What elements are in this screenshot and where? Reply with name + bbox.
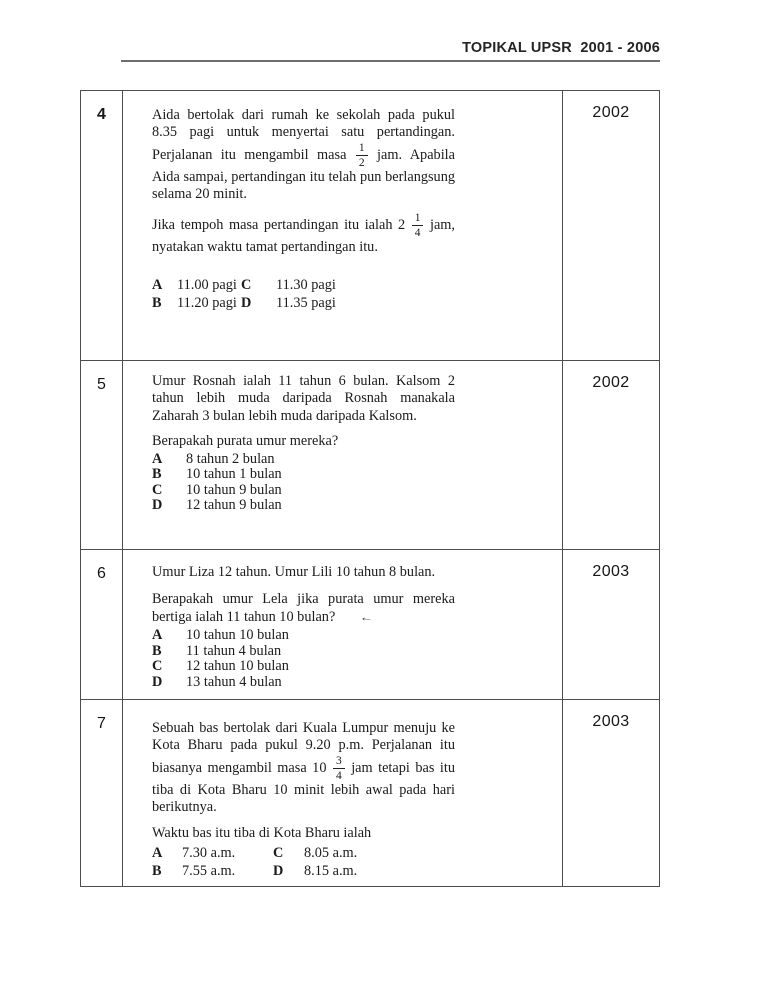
question-year: 2002 <box>592 374 630 391</box>
option-label: A <box>152 845 163 862</box>
option-text: 10 tahun 9 bulan <box>186 481 282 498</box>
question-number: 6 <box>97 565 106 582</box>
stray-pen-mark: ← <box>359 611 375 625</box>
option-text: 7.55 a.m. <box>182 863 236 880</box>
question-number-cell <box>81 550 123 699</box>
question-year: 2003 <box>592 713 630 730</box>
option-label: C <box>152 658 163 675</box>
option-text: 11 tahun 4 bulan <box>186 642 282 659</box>
option-label: A <box>152 277 163 294</box>
question-paragraph: Berapakah purata umur mereka? <box>152 433 339 450</box>
option-text: 8.05 a.m. <box>304 845 358 862</box>
question-number-cell <box>81 700 123 886</box>
question-row <box>81 700 659 886</box>
option-text: 11.35 pagi <box>276 295 336 312</box>
question-row <box>81 550 659 700</box>
option-text: 11.30 pagi <box>276 277 336 294</box>
question-paragraph: Waktu bas itu tiba di Kota Bharu ialah <box>152 824 372 841</box>
fraction-numerator: 3 <box>333 755 345 769</box>
question-number: 4 <box>97 106 106 123</box>
question-year-cell <box>563 550 659 699</box>
question-year: 2003 <box>592 563 630 580</box>
fraction <box>411 212 425 239</box>
option-text: 11.20 pagi <box>177 295 237 312</box>
option-text: 12 tahun 9 bulan <box>186 497 282 514</box>
option-text: 10 tahun 10 bulan <box>186 627 289 644</box>
option-label: A <box>152 627 163 644</box>
fraction-numerator: 1 <box>412 212 424 226</box>
fraction-denominator: 4 <box>335 769 342 782</box>
option-label: B <box>152 642 162 659</box>
option-label: D <box>241 295 252 312</box>
options-list <box>152 628 455 690</box>
option-text: 10 tahun 1 bulan <box>186 466 282 483</box>
page-title: TOPIKAL UPSR 2001 - 2006 <box>462 40 660 56</box>
question-body-cell <box>123 91 563 360</box>
option-label: D <box>152 497 163 514</box>
fraction-numerator: 1 <box>356 142 368 156</box>
question-number-cell <box>81 361 123 549</box>
question-paragraph: Jika tempoh masa pertandingan itu ialah 2 $\frac{1}{4}$ jam, nyatakan waktu tamat pertandingan itu. <box>152 211 456 255</box>
options-list <box>152 276 455 312</box>
question-paragraph: Sebuah bas bertolak dari Kuala Lumpur menuju ke Kota Bharu pada pukul 9.20 p.m. Perjalanan itu biasanya mengambil masa 10 $\frac{3}{4}$ jam tetapi bas itu tiba di Kota Bharu 10 minit lebih awal pada hari berikutnya. <box>152 720 455 816</box>
question-number: 5 <box>97 376 106 393</box>
option-text: 8.15 a.m. <box>304 863 358 880</box>
option-label: B <box>152 863 162 880</box>
option-text: 13 tahun 4 bulan <box>186 673 282 690</box>
question-number-cell <box>81 91 123 360</box>
option-label: C <box>241 277 252 294</box>
question-year: 2002 <box>592 104 630 121</box>
option-label: C <box>273 845 284 862</box>
question-body-cell <box>123 700 563 886</box>
question-row <box>81 91 659 361</box>
option-label: D <box>273 863 284 880</box>
question-paragraph: Aida bertolak dari rumah ke sekolah pada pukul 8.35 pagi untuk menyertai satu pertandingan. Perjalanan itu mengambil masa $\frac{1}{2}$ jam. Apabila Aida sampai, pertandingan itu telah pun berlangsung selama 20 minit. <box>152 107 455 203</box>
fraction <box>355 142 369 169</box>
option-label: B <box>152 295 162 312</box>
option-label: B <box>152 466 162 483</box>
question-year-cell <box>563 361 659 549</box>
option-label: A <box>152 450 163 467</box>
option-text: 11.00 pagi <box>177 277 237 294</box>
question-number: 7 <box>97 715 106 732</box>
option-text: 8 tahun 2 bulan <box>186 450 275 467</box>
option-text: 7.30 a.m. <box>182 845 236 862</box>
option-label: C <box>152 481 163 498</box>
question-table <box>80 90 660 887</box>
option-text: 12 tahun 10 bulan <box>186 658 289 675</box>
fraction-denominator: 4 <box>414 226 421 239</box>
question-paragraph: Umur Rosnah ialah 11 tahun 6 bulan. Kalsom 2 tahun lebih muda daripada Rosnah manakala Zaharah 3 bulan lebih muda daripada Kalsom. <box>152 373 455 424</box>
fraction-denominator: 2 <box>358 156 365 169</box>
options-list <box>152 844 455 880</box>
header-rule <box>121 60 660 62</box>
question-paragraph: Berapakah umur Lela jika purata umur mereka bertiga ialah 11 tahun 10 bulan? ← <box>152 591 455 627</box>
question-year-cell <box>563 91 659 360</box>
question-paragraph: Umur Liza 12 tahun. Umur Lili 10 tahun 8 bulan. <box>152 564 436 580</box>
fraction <box>332 755 346 782</box>
options-list <box>152 452 455 514</box>
option-label: D <box>152 673 163 690</box>
question-row <box>81 361 659 550</box>
question-body-cell <box>123 361 563 549</box>
question-year-cell <box>563 700 659 886</box>
question-body-cell <box>123 550 563 699</box>
